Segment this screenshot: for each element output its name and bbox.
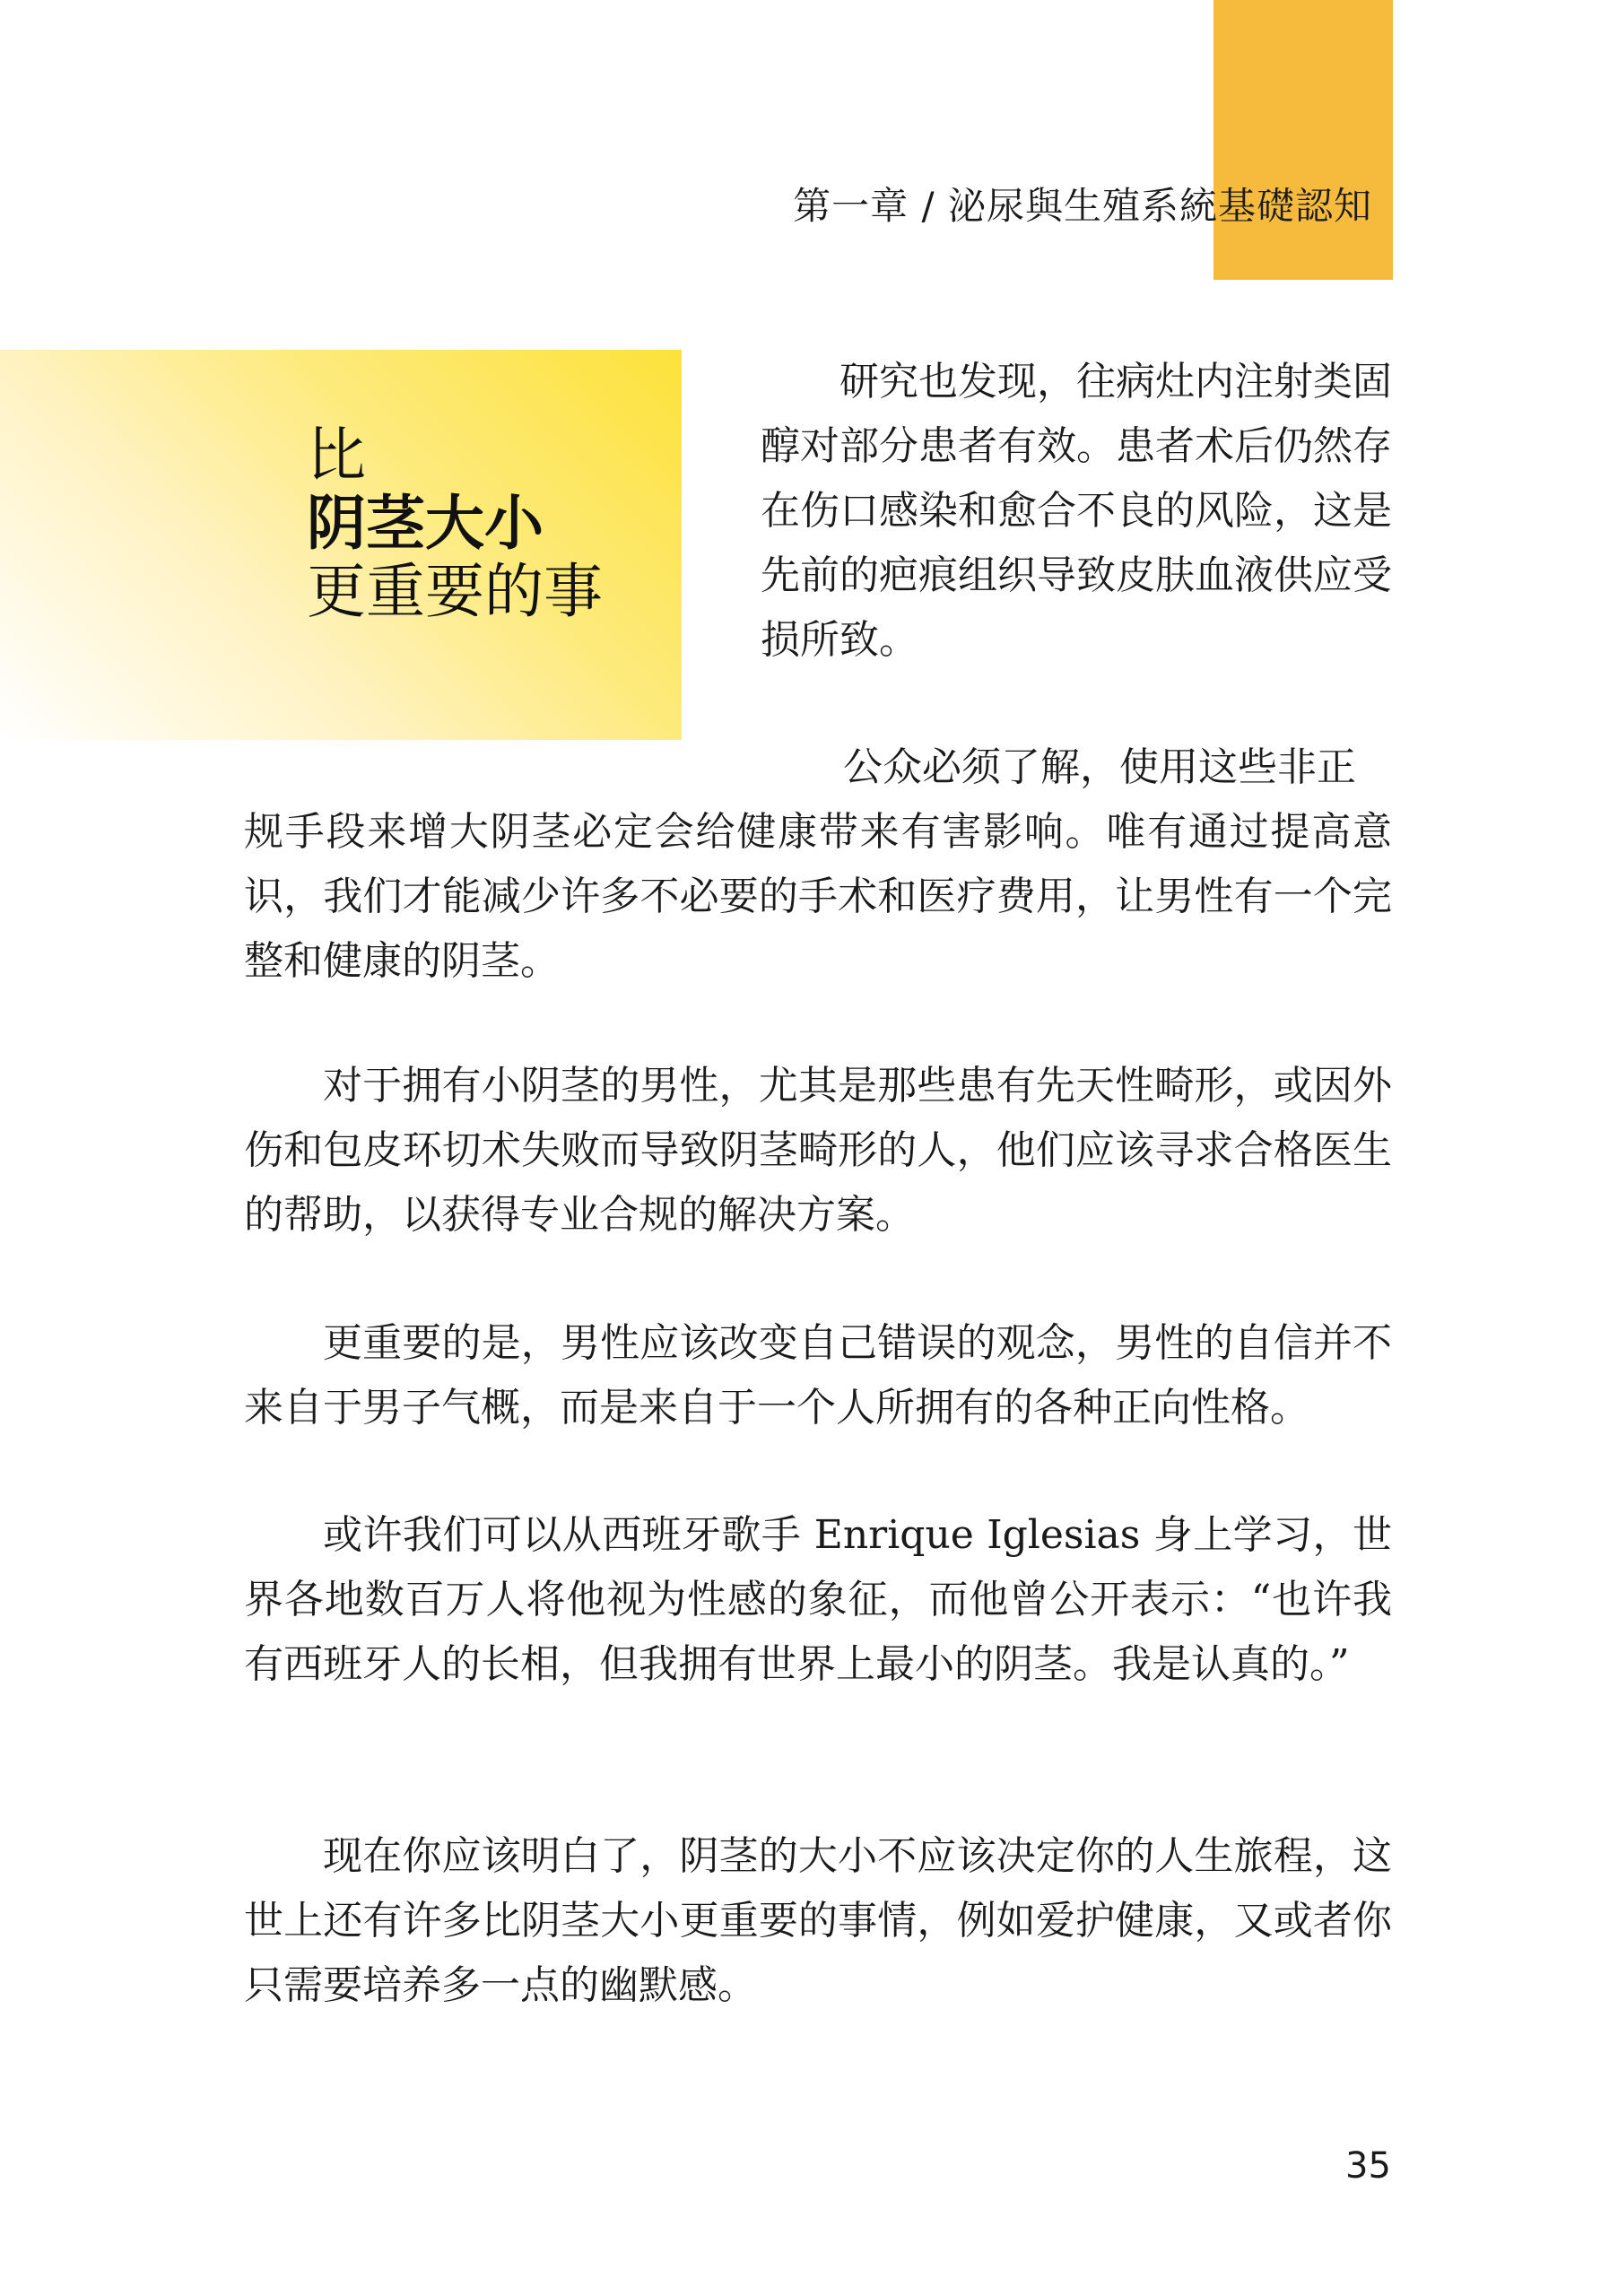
chapter-tab-marker (1214, 0, 1393, 280)
paragraph-5: 或许我们可以从西班牙歌手 Enrique Iglesias 身上学习，世界各地数百万人将他视为性感的象征，而他曾公开表示：“也许我有西班牙人的长相，但我拥有世界上最小的阴茎。我是认真的。” (244, 1512, 1392, 1687)
paragraph-3: 对于拥有小阴茎的男性，尤其是那些患有先天性畸形，或因外伤和包皮环切术失败而导致阴茎畸形的人，他们应该寻求合格医生的帮助，以获得专业合规的解决方案。 (244, 1063, 1392, 1238)
paragraph-2 (244, 735, 1392, 994)
sidebar-title-line3: 更重要的事 (307, 557, 603, 626)
paragraph-4: 更重要的是，男性应该改变自己错误的观念，男性的自信并不来自于男子气概，而是来自于一个人所拥有的各种正向性格。 (244, 1320, 1392, 1431)
paragraph-2-rest: 规手段来增大阴茎必定会给健康带来有害影响。唯有通过提高意识，我们才能减少许多不必要的手术和医疗费用，让男性有一个完整和健康的阴茎。 (244, 809, 1392, 984)
sidebar-title-line2: 阴茎大小 (307, 489, 544, 558)
chapter-header: 第一章 / 泌尿與生殖系統基礎認知 (793, 184, 1372, 228)
paragraph-2-lead: 公众必须了解，使用这些非正 (843, 744, 1356, 790)
sidebar-title-line1: 比 (307, 421, 366, 490)
paragraph-1: 研究也发现，往病灶内注射类固醇对部分患者有效。患者术后仍然存在伤口感染和愈合不良的风险，这是先前的疤痕组织导致皮肤血液供应受损所致。 (761, 359, 1392, 663)
sidebar-title (307, 422, 603, 626)
paragraph-6: 现在你应该明白了，阴茎的大小不应该决定你的人生旅程，这世上还有许多比阴茎大小更重要的事情，例如爱护健康，又或者你只需要培养多一点的幽默感。 (244, 1833, 1392, 2008)
page-number: 35 (1345, 2145, 1391, 2187)
